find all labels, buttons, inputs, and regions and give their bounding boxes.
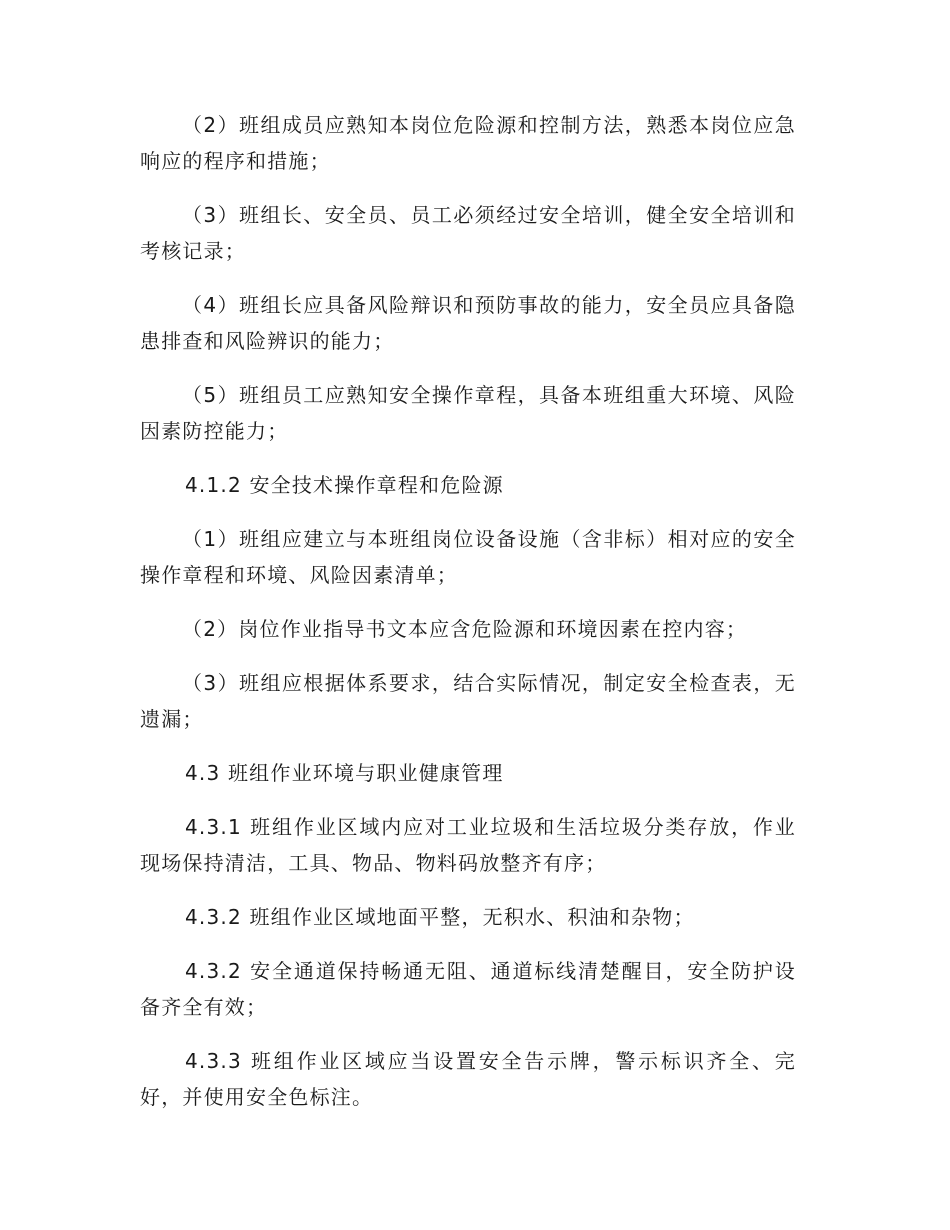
paragraph-operating-procedures-knowledge: （5）班组员工应熟知安全操作章程，具备本班组重大环境、风险因素防控能力； (140, 383, 796, 443)
section-heading-4-1-2: 4.1.2 安全技术操作章程和危险源 (185, 473, 504, 497)
paragraph-4-3-3-safety-signs: 4.3.3 班组作业区域应当设置安全告示牌，警示标识齐全、完好，并使用安全色标注。 (140, 1049, 796, 1109)
paragraph-safety-checklist: （3）班组应根据体系要求，结合实际情况，制定安全检查表，无遗漏； (140, 671, 796, 731)
paragraph-team-member-hazard-knowledge: （2）班组成员应熟知本岗位危险源和控制方法，熟悉本岗位应急响应的程序和措施； (140, 113, 796, 173)
section-heading-4-3: 4.3 班组作业环境与职业健康管理 (185, 761, 504, 785)
paragraph-work-instructions: （2）岗位作业指导书文本应含危险源和环境因素在控内容； (182, 617, 748, 641)
paragraph-4-3-2-floor-condition: 4.3.2 班组作业区域地面平整，无积水、积油和杂物； (185, 905, 695, 929)
paragraph-safety-training: （3）班组长、安全员、员工必须经过安全培训，健全安全培训和考核记录； (140, 203, 796, 263)
paragraph-risk-identification-ability: （4）班组长应具备风险辩识和预防事故的能力，安全员应具备隐患排查和风险辨识的能力； (140, 293, 796, 353)
paragraph-4-3-1-waste-sorting: 4.3.1 班组作业区域内应对工业垃圾和生活垃圾分类存放，作业现场保持清洁，工具、物品、物料码放整齐有序； (140, 815, 796, 875)
document-body (140, 107, 796, 1133)
paragraph-4-3-2-safety-passage: 4.3.2 安全通道保持畅通无阻、通道标线清楚醒目，安全防护设备齐全有效； (140, 959, 796, 1019)
paragraph-operating-procedures-list: （1）班组应建立与本班组岗位设备设施（含非标）相对应的安全操作章程和环境、风险因素清单； (140, 527, 796, 587)
